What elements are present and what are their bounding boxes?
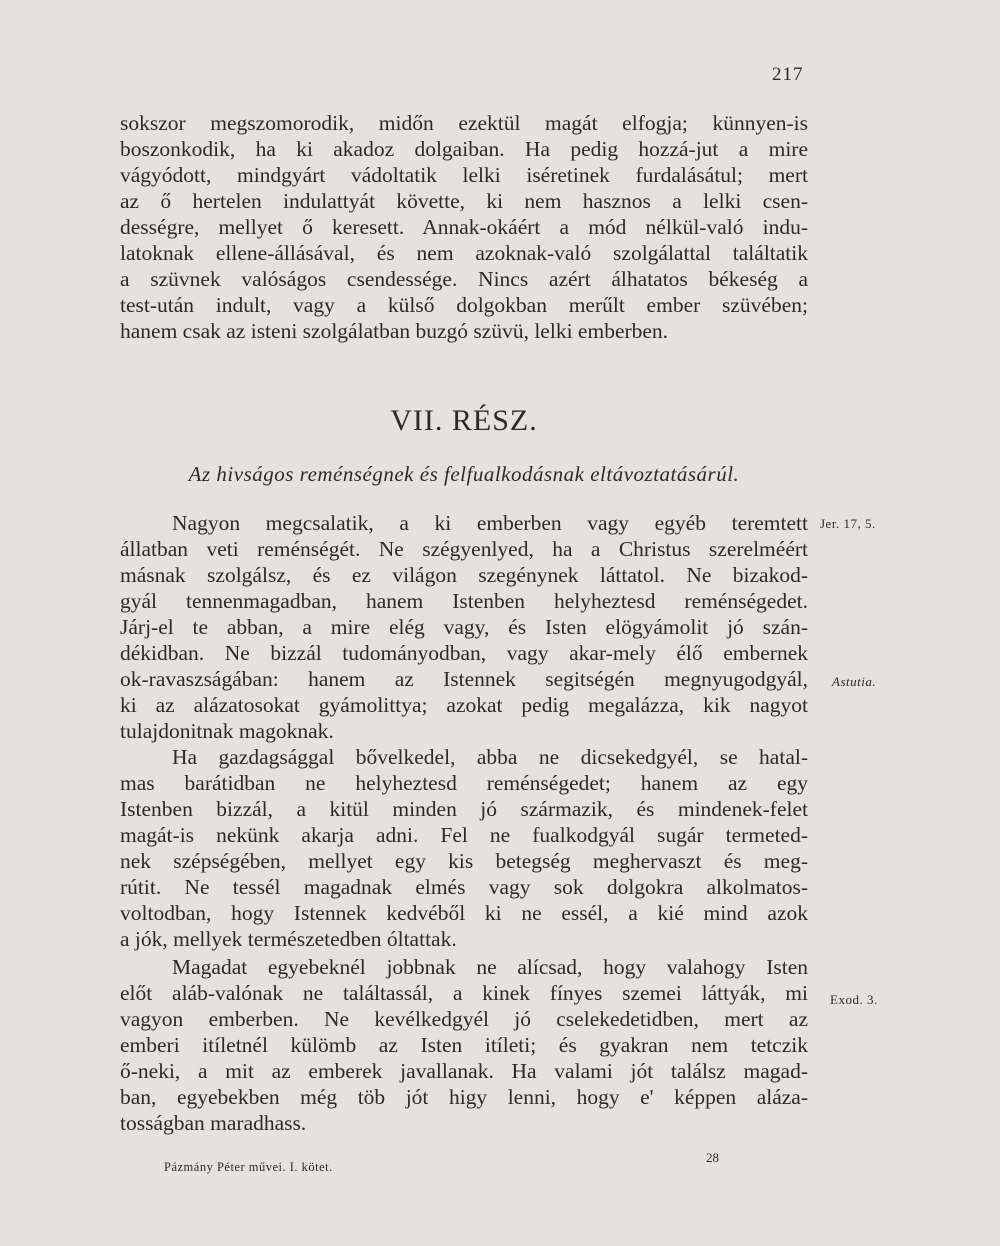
margin-note-exod: Exod. 3. bbox=[830, 992, 878, 1007]
text-line: Istenben bizzál, a kitül minden jó származik, és mindenek-felet bbox=[120, 797, 808, 821]
text-line: ban, egyebekben még töb jót higy lenni, hogy e' képpen aláza- bbox=[120, 1085, 808, 1109]
text-line: dékidban. Ne bizzál tudományodban, vagy akar-mely élő embernek bbox=[120, 641, 808, 665]
text-line: ő-neki, a mit az emberek javallanak. Ha valami jót találsz magad- bbox=[120, 1059, 808, 1083]
text-line: Magadat egyebeknél jobbnak ne alícsad, hogy valahogy Isten bbox=[172, 955, 808, 979]
text-line: vagyon emberben. Ne kevélkedgyél jó cselekedetidben, mert az bbox=[120, 1007, 808, 1031]
section-title: VII. RÉSZ. bbox=[390, 404, 538, 437]
text-line: Nagyon megcsalatik, a ki emberben vagy egyéb teremtett bbox=[172, 511, 808, 535]
text-line: emberi itíletnél külömb az Isten itíleti; és gyakran nem tetczik bbox=[120, 1033, 808, 1057]
margin-note-astutia: Astutia. bbox=[832, 674, 877, 689]
text-line: tulajdonitnak magoknak. bbox=[120, 719, 334, 743]
text-line: magát-is nekünk akarja adni. Fel ne fualkodgyál sugár termeted- bbox=[120, 823, 808, 847]
footer-source: Pázmány Péter művei. I. kötet. bbox=[164, 1160, 333, 1174]
text-line: ok-ravaszságában: hanem az Istennek segitségén megnyugodgyál, bbox=[120, 667, 808, 691]
text-line: tosságban maradhass. bbox=[120, 1111, 307, 1135]
text-line: dességre, mellyet ő keresett. Annak-okáért a mód nélkül-való indu- bbox=[120, 215, 808, 239]
text-line: nek szépségében, mellyet egy kis betegség meghervaszt és meg- bbox=[120, 849, 808, 873]
page-number: 217 bbox=[772, 64, 804, 85]
text-line: mas barátidban ne helyheztesd reménségedet; hanem az egy bbox=[120, 771, 808, 795]
text-line: latoknak ellene-állásával, és nem azoknak-való szolgálattal találtatik bbox=[120, 241, 808, 265]
footer-signature: 28 bbox=[706, 1150, 719, 1165]
text-line: gyál tennenmagadban, hanem Istenben helyheztesd reménségedet. bbox=[120, 589, 808, 613]
margin-note-jer: Jer. 17, 5. bbox=[820, 516, 876, 531]
text-line: rútit. Ne tessél magadnak elmés vagy sok dolgokra alkolmatos- bbox=[120, 875, 808, 899]
text-line: a jók, mellyek természetedben óltattak. bbox=[120, 927, 457, 951]
text-line: Ha gazdagsággal bővelkedel, abba ne dicsekedgyél, se hatal- bbox=[172, 745, 808, 769]
text-line: vágyódott, mindgyárt vádoltatik lelki iséretinek furdalásátul; mert bbox=[120, 163, 808, 187]
text-line: hanem csak az isteni szolgálatban buzgó szüvü, lelki emberben. bbox=[120, 319, 669, 343]
text-line: test-után indult, vagy a külső dolgokban merűlt ember szüvében; bbox=[120, 293, 808, 317]
text-line: másnak szolgálsz, és ez világon szegénynek láttatol. Ne bizakod- bbox=[120, 563, 808, 587]
text-line: sokszor megszomorodik, midőn ezektül magát elfogja; künnyen-is bbox=[120, 111, 808, 135]
text-line: előt aláb-valónak ne találtassál, a kinek fínyes szemei láttyák, mi bbox=[120, 981, 808, 1005]
text-line: ki az alázatosokat gyámolittya; azokat pedig megalázza, kik nagyot bbox=[120, 693, 808, 717]
text-line: Járj-el te abban, a mire elég vagy, és Isten elögyámolit jó szán- bbox=[120, 615, 808, 639]
text-line: az ő hertelen indulattyát követte, ki nem hasznos a lelki csen- bbox=[120, 189, 808, 213]
text-line: állatban veti reménségét. Ne szégyenlyed, ha a Christus szerelméért bbox=[120, 537, 808, 561]
text-line: voltodban, hogy Istennek kedvéből ki ne essél, a kié mind azok bbox=[120, 901, 808, 925]
text-line: a szüvnek valóságos csendessége. Nincs azért álhatatos békeség a bbox=[120, 267, 808, 291]
text-line: boszonkodik, ha ki akadoz dolgaiban. Ha pedig hozzá-jut a mire bbox=[120, 137, 808, 161]
section-subtitle: Az hivságos reménségnek és felfualkodásnak eltávoztatásárúl. bbox=[188, 462, 740, 486]
